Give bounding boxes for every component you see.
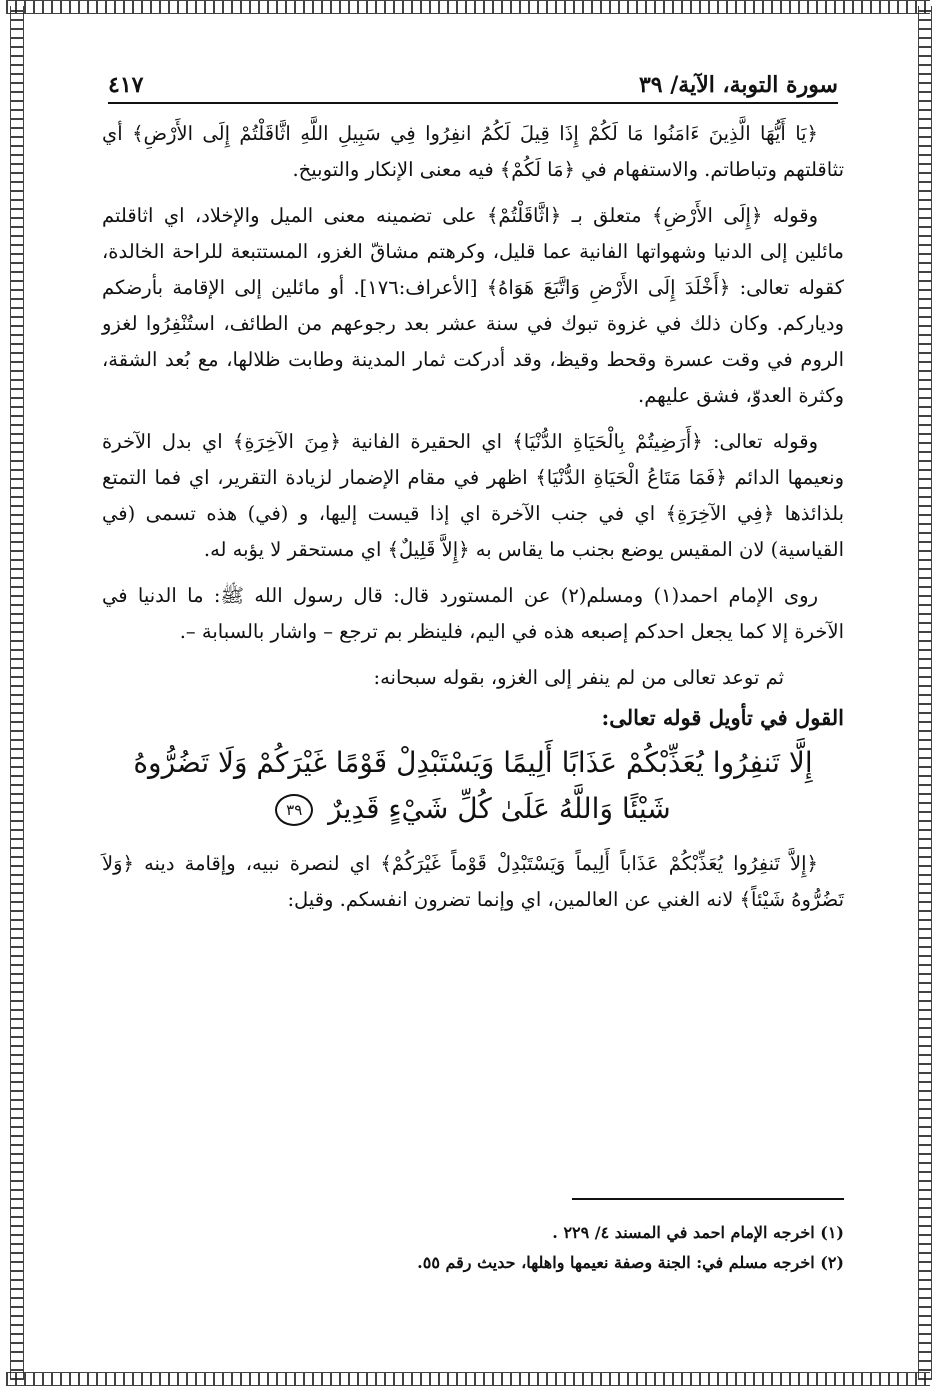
paragraph-1: ﴿يَا أَيُّهَا الَّذِينَ ءَامَنُوا مَا لَكُمْ إِذَا قِيلَ لَكُمُ انفِرُوا فِي سَبِيلِ اللَّهِ اثَّاقَلْتُمْ إِلَى الأَرْضِ﴾ أي تثاقلتهم وتباطاتم. والاستفهام في ﴿مَا لَكُمْ﴾ فيه معنى الإنكار والتوبيخ. <box>102 122 844 181</box>
footnote-divider <box>572 1198 844 1200</box>
page-number: ٤١٧ <box>108 72 144 98</box>
footnotes <box>102 1218 844 1278</box>
page-header <box>108 58 838 104</box>
section-heading: القول في تأويل قوله تعالى: <box>601 705 844 730</box>
quran-verse-block <box>102 740 844 832</box>
verse-number-marker: ٣٩ <box>275 794 313 826</box>
footnote-1: (١) اخرجه الإمام احمد في المسند ٤/ ٢٢٩ . <box>552 1223 844 1242</box>
verse-line-1: إِلَّا تَنفِرُوا يُعَذِّبْكُمْ عَذَابًا أَلِيمًا وَيَسْتَبْدِلْ قَوْمًا غَيْرَكُمْ وَلَا تَضُرُّوهُ <box>133 746 813 779</box>
decorative-border-left <box>10 6 24 1380</box>
footnote-2: (٢) اخرجه مسلم في: الجنة وصفة نعيمها واهلها، حديث رقم ٥٥. <box>417 1253 844 1272</box>
decorative-border-bottom <box>6 1372 930 1386</box>
running-title: سورة التوبة، الآية/ ٣٩ <box>638 72 838 98</box>
paragraph-4: روى الإمام احمد(١) ومسلم(٢) عن المستورد قال: قال رسول الله ﷺ: ما الدنيا في الآخرة إلا كما يجعل احدكم إصبعه هذه في اليم، فلينظر بم ترجع – واشار بالسبابة –. <box>102 584 844 643</box>
verse-line-2-text: شَيْئًا وَاللَّهُ عَلَىٰ كُلِّ شَيْءٍ قَدِيرٌ <box>328 792 671 825</box>
decorative-border-top <box>6 0 930 14</box>
paragraph-2: وقوله ﴿إِلَى الأَرْضِ﴾ متعلق بـ ﴿اثَّاقَلْتُمْ﴾ على تضمينه معنى الميل والإخلاد، اي اثاقلتم مائلين إلى الدنيا وشهواتها الفانية عما قليل، وكرهتم مشاقّ الغزو، المستتبعة للراحة الخالدة، كقوله تعالى: ﴿أَخْلَدَ إِلَى الأَرْضِ وَاتَّبَعَ هَوَاهُ﴾ [الأعراف:١٧٦]. أو مائلين إلى الإقامة بأرضكم وديارکم. وكان ذلك في غزوة تبوك في سنة عشر بعد رجوعهم من الطائف، استُنْفِرُوا لغزو الروم في وقت عسرة وقحط وقيظ، وقد أدركت ثمار المدينة وطابت ظلالها، مع بُعد الشقة، وكثرة العدوّ، فشق عليهم. <box>102 204 844 407</box>
paragraph-3: وقوله تعالى: ﴿أَرَضِيتُمْ بِالْحَيَاةِ الدُّنْيَا﴾ اي الحقيرة الفانية ﴿مِنَ الآخِرَةِ﴾ اي بدل الآخرة ونعيمها الدائم ﴿فَمَا مَتَاعُ الْحَيَاةِ الدُّنْيَا﴾ اظهر في مقام الإضمار لزيادة التقرير، اي فما التمتع بلذائذها ﴿فِي الآخِرَةِ﴾ اي في جنب الآخرة اي إذا قيست إليها، و (في) هذه تسمى (في القياسية) لان المقيس يوضع بجنب ما يقاس به ﴿إِلاَّ قَلِيلٌ﴾ اي مستحقر لا يؤبه له. <box>102 430 844 561</box>
decorative-border-right <box>918 6 932 1380</box>
main-text <box>102 116 844 928</box>
verse-line-2 <box>102 786 844 832</box>
paragraph-6: ﴿إِلاَّ تَنفِرُوا يُعَذِّبْكُمْ عَذَاباً أَلِيماً وَيَسْتَبْدِلْ قَوْماً غَيْرَكُمْ﴾ اي لنصرة نبيه، وإقامة دينه ﴿وَلاَ تَضُرُّوهُ شَيْئاً﴾ لانه الغني عن العالمين، اي وإنما تضرون انفسكم. وقيل: <box>102 852 844 911</box>
paragraph-5: ثم توعد تعالى من لم ينفر إلى الغزو، بقوله سبحانه: <box>373 666 784 689</box>
